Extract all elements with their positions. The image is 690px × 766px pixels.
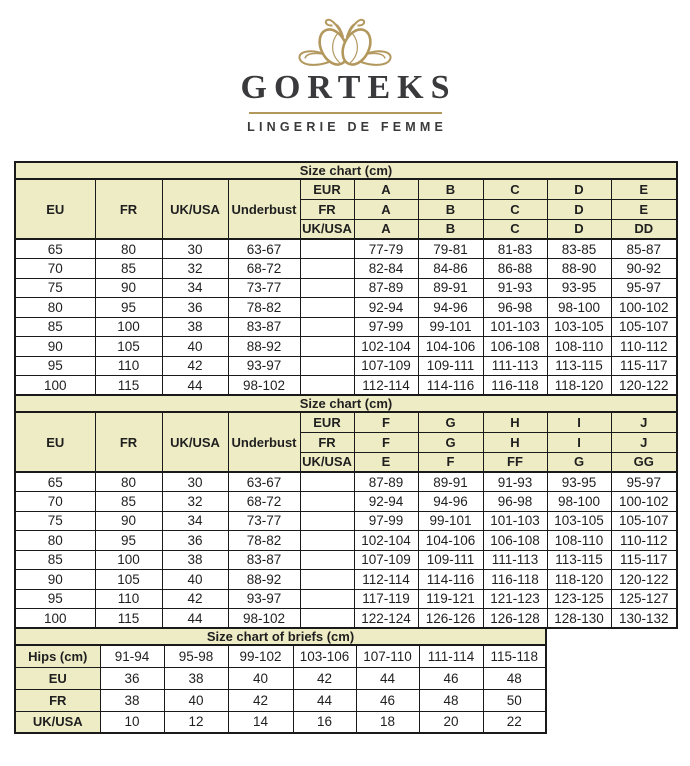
size-value: 44 — [356, 667, 419, 689]
size-value: 38 — [100, 689, 164, 711]
bra-size-chart-2 — [14, 394, 678, 629]
cup-letter: DD — [611, 219, 677, 239]
table-row — [15, 376, 677, 396]
table-row — [15, 179, 677, 199]
size-value: 85 — [15, 550, 95, 570]
bust-range: 99-101 — [418, 317, 483, 337]
cup-letter: G — [418, 432, 483, 452]
size-value: 99-102 — [228, 645, 293, 667]
empty-cell — [300, 356, 354, 376]
size-value: 110 — [95, 589, 162, 609]
bust-range: 120-122 — [611, 376, 677, 396]
bust-range: 90-92 — [611, 259, 677, 279]
size-value: 90 — [95, 511, 162, 531]
row-header: EU — [15, 667, 100, 689]
standard-label: EUR — [300, 412, 354, 432]
bust-range: 108-110 — [547, 337, 611, 357]
cup-letter: B — [418, 199, 483, 219]
butterfly-ornament-icon — [295, 10, 395, 68]
table-row — [15, 628, 546, 645]
bust-range: 111-113 — [483, 550, 547, 570]
empty-cell — [300, 239, 354, 259]
table-row — [15, 667, 546, 689]
size-value: 32 — [162, 259, 228, 279]
size-value: 115-118 — [483, 645, 546, 667]
empty-cell — [300, 492, 354, 512]
bust-range: 115-117 — [611, 550, 677, 570]
cup-letter: B — [418, 219, 483, 239]
column-header: EU — [15, 412, 95, 472]
bust-range: 98-100 — [547, 492, 611, 512]
standard-label: EUR — [300, 179, 354, 199]
bust-range: 101-103 — [483, 511, 547, 531]
cup-letter: G — [418, 412, 483, 432]
bust-range: 92-94 — [354, 492, 418, 512]
size-value: 103-106 — [293, 645, 356, 667]
size-value: 100 — [15, 609, 95, 629]
size-value: 30 — [162, 472, 228, 492]
bust-range: 111-113 — [483, 356, 547, 376]
size-value: 44 — [293, 689, 356, 711]
size-value: 91-94 — [100, 645, 164, 667]
size-value: 115 — [95, 609, 162, 629]
empty-cell — [300, 259, 354, 279]
bust-range: 110-112 — [611, 337, 677, 357]
size-value: 93-97 — [228, 356, 300, 376]
table-row — [15, 645, 546, 667]
bust-range: 107-109 — [354, 550, 418, 570]
table-row — [15, 259, 677, 279]
bust-range: 106-108 — [483, 531, 547, 551]
bust-range: 116-118 — [483, 376, 547, 396]
cup-letter: C — [483, 199, 547, 219]
empty-cell — [300, 278, 354, 298]
size-value: 98-102 — [228, 609, 300, 629]
empty-cell — [300, 570, 354, 590]
briefs-size-chart — [14, 627, 547, 734]
bust-range: 108-110 — [547, 531, 611, 551]
bust-range: 97-99 — [354, 317, 418, 337]
bust-range: 91-93 — [483, 278, 547, 298]
bust-range: 103-105 — [547, 317, 611, 337]
size-value: 38 — [162, 317, 228, 337]
cup-letter: I — [547, 432, 611, 452]
size-value: 63-67 — [228, 472, 300, 492]
size-value: 80 — [95, 239, 162, 259]
size-value: 88-92 — [228, 570, 300, 590]
gold-divider — [249, 112, 442, 114]
size-value: 107-110 — [356, 645, 419, 667]
size-value: 40 — [164, 689, 228, 711]
size-value: 85 — [95, 259, 162, 279]
size-value: 73-77 — [228, 511, 300, 531]
bust-range: 95-97 — [611, 278, 677, 298]
size-value: 105 — [95, 570, 162, 590]
table-row — [15, 531, 677, 551]
size-value: 68-72 — [228, 492, 300, 512]
bust-range: 121-123 — [483, 589, 547, 609]
column-header: Underbust — [228, 412, 300, 472]
bust-range: 119-121 — [418, 589, 483, 609]
empty-cell — [300, 531, 354, 551]
cup-letter: J — [611, 412, 677, 432]
cup-letter: D — [547, 199, 611, 219]
size-value: 85 — [15, 317, 95, 337]
bust-range: 123-125 — [547, 589, 611, 609]
cup-letter: C — [483, 219, 547, 239]
cup-letter: I — [547, 412, 611, 432]
size-value: 100 — [95, 317, 162, 337]
table-row — [15, 689, 546, 711]
bust-range: 112-114 — [354, 376, 418, 396]
size-value: 32 — [162, 492, 228, 512]
size-value: 36 — [162, 531, 228, 551]
bust-range: 92-94 — [354, 298, 418, 318]
table-row — [15, 711, 546, 733]
size-value: 95 — [95, 298, 162, 318]
size-value: 85 — [95, 492, 162, 512]
cup-letter: H — [483, 432, 547, 452]
size-value: 88-92 — [228, 337, 300, 357]
cup-letter: GG — [611, 452, 677, 472]
bust-range: 99-101 — [418, 511, 483, 531]
bra-size-chart-1 — [14, 161, 678, 396]
bust-range: 87-89 — [354, 278, 418, 298]
empty-cell — [300, 298, 354, 318]
size-value: 63-67 — [228, 239, 300, 259]
size-value: 100 — [95, 550, 162, 570]
bust-range: 89-91 — [418, 278, 483, 298]
standard-label: FR — [300, 432, 354, 452]
cup-letter: B — [418, 179, 483, 199]
size-value: 46 — [419, 667, 483, 689]
size-value: 40 — [228, 667, 293, 689]
size-value: 93-97 — [228, 589, 300, 609]
bust-range: 85-87 — [611, 239, 677, 259]
chart-title: Size chart of briefs (cm) — [15, 628, 546, 645]
bust-range: 102-104 — [354, 337, 418, 357]
size-value: 70 — [15, 259, 95, 279]
bust-range: 110-112 — [611, 531, 677, 551]
cup-letter: D — [547, 219, 611, 239]
column-header: FR — [95, 179, 162, 239]
size-value: 105 — [95, 337, 162, 357]
bust-range: 82-84 — [354, 259, 418, 279]
table-row — [15, 609, 677, 629]
bust-range: 114-116 — [418, 570, 483, 590]
size-value: 38 — [162, 550, 228, 570]
table-row — [15, 492, 677, 512]
size-value: 80 — [15, 531, 95, 551]
bust-range: 93-95 — [547, 278, 611, 298]
size-value: 111-114 — [419, 645, 483, 667]
bust-range: 87-89 — [354, 472, 418, 492]
bust-range: 100-102 — [611, 298, 677, 318]
size-value: 78-82 — [228, 298, 300, 318]
bust-range: 112-114 — [354, 570, 418, 590]
bust-range: 95-97 — [611, 472, 677, 492]
cup-letter: E — [611, 179, 677, 199]
cup-letter: G — [547, 452, 611, 472]
size-value: 83-87 — [228, 317, 300, 337]
empty-cell — [300, 472, 354, 492]
table-row — [15, 278, 677, 298]
row-header: Hips (cm) — [15, 645, 100, 667]
size-value: 18 — [356, 711, 419, 733]
bust-range: 103-105 — [547, 511, 611, 531]
cup-letter: A — [354, 199, 418, 219]
bust-range: 107-109 — [354, 356, 418, 376]
bust-range: 102-104 — [354, 531, 418, 551]
size-value: 34 — [162, 511, 228, 531]
size-value: 48 — [419, 689, 483, 711]
table-row — [15, 239, 677, 259]
table-row — [15, 162, 677, 179]
size-value: 100 — [15, 376, 95, 396]
size-value: 16 — [293, 711, 356, 733]
bust-range: 118-120 — [547, 376, 611, 396]
bust-range: 130-132 — [611, 609, 677, 629]
column-header: FR — [95, 412, 162, 472]
empty-cell — [300, 317, 354, 337]
bust-range: 94-96 — [418, 298, 483, 318]
bust-range: 96-98 — [483, 298, 547, 318]
size-value: 95 — [95, 531, 162, 551]
table-row — [15, 298, 677, 318]
bust-range: 86-88 — [483, 259, 547, 279]
size-value: 65 — [15, 239, 95, 259]
bust-range: 91-93 — [483, 472, 547, 492]
cup-letter: A — [354, 179, 418, 199]
size-value: 42 — [162, 589, 228, 609]
size-value: 75 — [15, 511, 95, 531]
size-value: 46 — [356, 689, 419, 711]
size-value: 65 — [15, 472, 95, 492]
cup-letter: A — [354, 219, 418, 239]
bust-range: 101-103 — [483, 317, 547, 337]
bust-range: 84-86 — [418, 259, 483, 279]
table-row — [15, 356, 677, 376]
size-value: 10 — [100, 711, 164, 733]
bust-range: 126-126 — [418, 609, 483, 629]
size-value: 36 — [100, 667, 164, 689]
bust-range: 89-91 — [418, 472, 483, 492]
bust-range: 97-99 — [354, 511, 418, 531]
size-value: 22 — [483, 711, 546, 733]
bust-range: 79-81 — [418, 239, 483, 259]
size-value: 44 — [162, 376, 228, 396]
bust-range: 77-79 — [354, 239, 418, 259]
size-value: 80 — [15, 298, 95, 318]
size-value: 42 — [162, 356, 228, 376]
size-value: 44 — [162, 609, 228, 629]
size-value: 90 — [95, 278, 162, 298]
table-row — [15, 570, 677, 590]
size-value: 38 — [164, 667, 228, 689]
size-value: 98-102 — [228, 376, 300, 396]
bust-range: 122-124 — [354, 609, 418, 629]
bust-range: 109-111 — [418, 550, 483, 570]
empty-cell — [300, 550, 354, 570]
size-value: 75 — [15, 278, 95, 298]
cup-letter: F — [354, 432, 418, 452]
cup-letter: C — [483, 179, 547, 199]
bust-range: 114-116 — [418, 376, 483, 396]
table-row — [15, 337, 677, 357]
table-row — [15, 412, 677, 432]
bust-range: 88-90 — [547, 259, 611, 279]
cup-letter: F — [354, 412, 418, 432]
bust-range: 118-120 — [547, 570, 611, 590]
bust-range: 113-115 — [547, 356, 611, 376]
empty-cell — [300, 589, 354, 609]
row-header: UK/USA — [15, 711, 100, 733]
brand-name: GORTEKS — [240, 69, 457, 106]
size-value: 110 — [95, 356, 162, 376]
bust-range: 83-85 — [547, 239, 611, 259]
bust-range: 105-107 — [611, 317, 677, 337]
brand-tagline: LINGERIE DE FEMME — [247, 120, 448, 134]
cup-letter: E — [611, 199, 677, 219]
size-value: 115 — [95, 376, 162, 396]
size-value: 90 — [15, 570, 95, 590]
bust-range: 115-117 — [611, 356, 677, 376]
bust-range: 100-102 — [611, 492, 677, 512]
size-value: 40 — [162, 337, 228, 357]
empty-cell — [300, 376, 354, 396]
table-row — [15, 317, 677, 337]
size-value: 30 — [162, 239, 228, 259]
size-value: 42 — [228, 689, 293, 711]
chart-title: Size chart (cm) — [15, 395, 677, 412]
column-header: UK/USA — [162, 412, 228, 472]
bust-range: 128-130 — [547, 609, 611, 629]
cup-letter: FF — [483, 452, 547, 472]
standard-label: UK/USA — [300, 219, 354, 239]
size-value: 70 — [15, 492, 95, 512]
bust-range: 113-115 — [547, 550, 611, 570]
bust-range: 105-107 — [611, 511, 677, 531]
row-header: FR — [15, 689, 100, 711]
size-value: 40 — [162, 570, 228, 590]
size-value: 42 — [293, 667, 356, 689]
standard-label: UK/USA — [300, 452, 354, 472]
size-value: 14 — [228, 711, 293, 733]
bust-range: 120-122 — [611, 570, 677, 590]
size-value: 73-77 — [228, 278, 300, 298]
empty-cell — [300, 609, 354, 629]
table-row — [15, 589, 677, 609]
cup-letter: H — [483, 412, 547, 432]
size-value: 95 — [15, 589, 95, 609]
bust-range: 81-83 — [483, 239, 547, 259]
size-value: 20 — [419, 711, 483, 733]
size-value: 48 — [483, 667, 546, 689]
bust-range: 94-96 — [418, 492, 483, 512]
bust-range: 126-128 — [483, 609, 547, 629]
size-value: 80 — [95, 472, 162, 492]
size-value: 95-98 — [164, 645, 228, 667]
column-header: EU — [15, 179, 95, 239]
bust-range: 106-108 — [483, 337, 547, 357]
cup-letter: E — [354, 452, 418, 472]
bust-range: 104-106 — [418, 337, 483, 357]
empty-cell — [300, 511, 354, 531]
size-value: 50 — [483, 689, 546, 711]
cup-letter: D — [547, 179, 611, 199]
empty-cell — [300, 337, 354, 357]
table-row — [15, 395, 677, 412]
cup-letter: F — [418, 452, 483, 472]
size-value: 34 — [162, 278, 228, 298]
bust-range: 117-119 — [354, 589, 418, 609]
size-value: 12 — [164, 711, 228, 733]
table-row — [15, 472, 677, 492]
size-value: 90 — [15, 337, 95, 357]
chart-title: Size chart (cm) — [15, 162, 677, 179]
size-value: 36 — [162, 298, 228, 318]
size-value: 83-87 — [228, 550, 300, 570]
bust-range: 125-127 — [611, 589, 677, 609]
bust-range: 93-95 — [547, 472, 611, 492]
column-header: Underbust — [228, 179, 300, 239]
table-row — [15, 550, 677, 570]
table-row — [15, 511, 677, 531]
column-header: UK/USA — [162, 179, 228, 239]
bust-range: 96-98 — [483, 492, 547, 512]
size-value: 78-82 — [228, 531, 300, 551]
size-value: 68-72 — [228, 259, 300, 279]
bust-range: 109-111 — [418, 356, 483, 376]
standard-label: FR — [300, 199, 354, 219]
bust-range: 98-100 — [547, 298, 611, 318]
bust-range: 104-106 — [418, 531, 483, 551]
brand-logo — [0, 0, 690, 134]
cup-letter: J — [611, 432, 677, 452]
size-value: 95 — [15, 356, 95, 376]
bust-range: 116-118 — [483, 570, 547, 590]
